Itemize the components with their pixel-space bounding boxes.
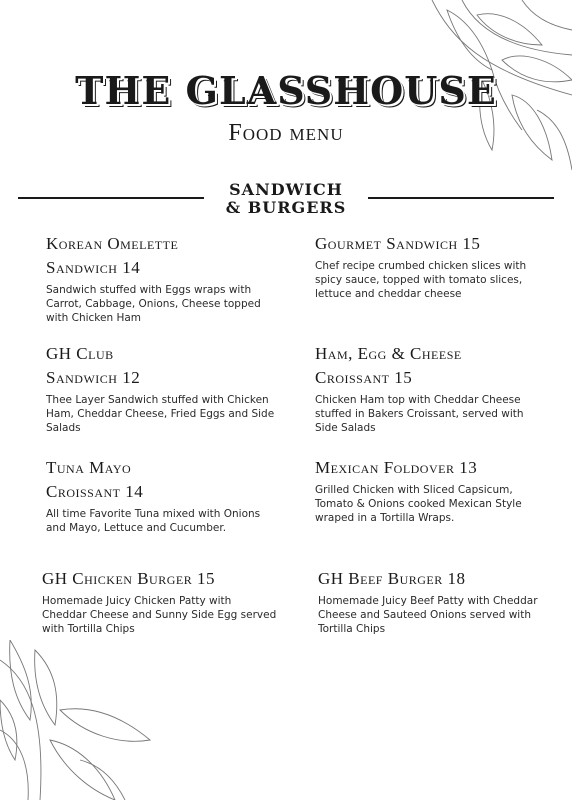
- menu-item-description: Thee Layer Sandwich stuffed with Chicken Ham, Cheddar Cheese, Fried Eggs and Side Salads: [46, 394, 275, 434]
- menu-item: [318, 567, 543, 636]
- restaurant-title: THE GLASSHOUSE: [75, 68, 497, 113]
- section-heading-line1: SANDWICH: [229, 180, 343, 199]
- menu-item: [42, 567, 277, 636]
- leaf-decoration-bottom-left: [0, 640, 160, 800]
- menu-item: [315, 456, 540, 525]
- menu-item: [46, 232, 286, 325]
- menu-item-description: Chicken Ham top with Cheddar Cheese stuffed in Bakers Croissant, served with Side Salads: [315, 394, 524, 434]
- menu-item-description: Chef recipe crumbed chicken slices with spicy sauce, topped with tomato slices, lettuce and cheddar cheese: [315, 260, 527, 300]
- menu-subtitle: Food menu: [228, 120, 344, 146]
- menu-item-title: GH Beef Burger 18: [318, 569, 466, 588]
- menu-item-title: GH Chicken Burger 15: [42, 569, 215, 588]
- menu-item-description: All time Favorite Tuna mixed with Onions and Mayo, Lettuce and Cucumber.: [46, 508, 261, 534]
- menu-item-title-line2: Croissant 15: [315, 368, 413, 387]
- menu-item: [315, 342, 540, 435]
- menu-item-title-line2: Sandwich 12: [46, 368, 141, 387]
- section-divider-left: [18, 197, 204, 199]
- menu-item: [46, 456, 266, 535]
- menu-item-title: Mexican Foldover 13: [315, 458, 478, 477]
- menu-item-description: Homemade Juicy Chicken Patty with Cheddar Cheese and Sunny Side Egg served with Tortilla Chips: [42, 595, 277, 635]
- section-heading-line2: & BURGERS: [225, 198, 347, 217]
- menu-item-description: Sandwich stuffed with Eggs wraps with Carrot, Cabbage, Onions, Cheese topped with Chicken Ham: [46, 284, 261, 324]
- section-divider-right: [368, 197, 554, 199]
- menu-item-title: Gourmet Sandwich 15: [315, 234, 481, 253]
- menu-item-title: GH Club: [46, 344, 114, 363]
- menu-item-title: Korean Omelette: [46, 234, 179, 253]
- menu-item-description: Grilled Chicken with Sliced Capsicum, Tomato & Onions cooked Mexican Style wraped in a Tortilla Wraps.: [315, 484, 522, 524]
- section-heading: [200, 181, 372, 217]
- menu-item: [315, 232, 540, 301]
- menu-item-title-line2: Croissant 14: [46, 482, 144, 501]
- menu-item-title: Tuna Mayo: [46, 458, 132, 477]
- menu-item-description: Homemade Juicy Beef Patty with Cheddar Cheese and Sauteed Onions served with Tortilla Chips: [318, 595, 538, 635]
- menu-item: [46, 342, 286, 435]
- menu-item-title-line2: Sandwich 14: [46, 258, 141, 277]
- menu-item-title: Ham, Egg & Cheese: [315, 344, 462, 363]
